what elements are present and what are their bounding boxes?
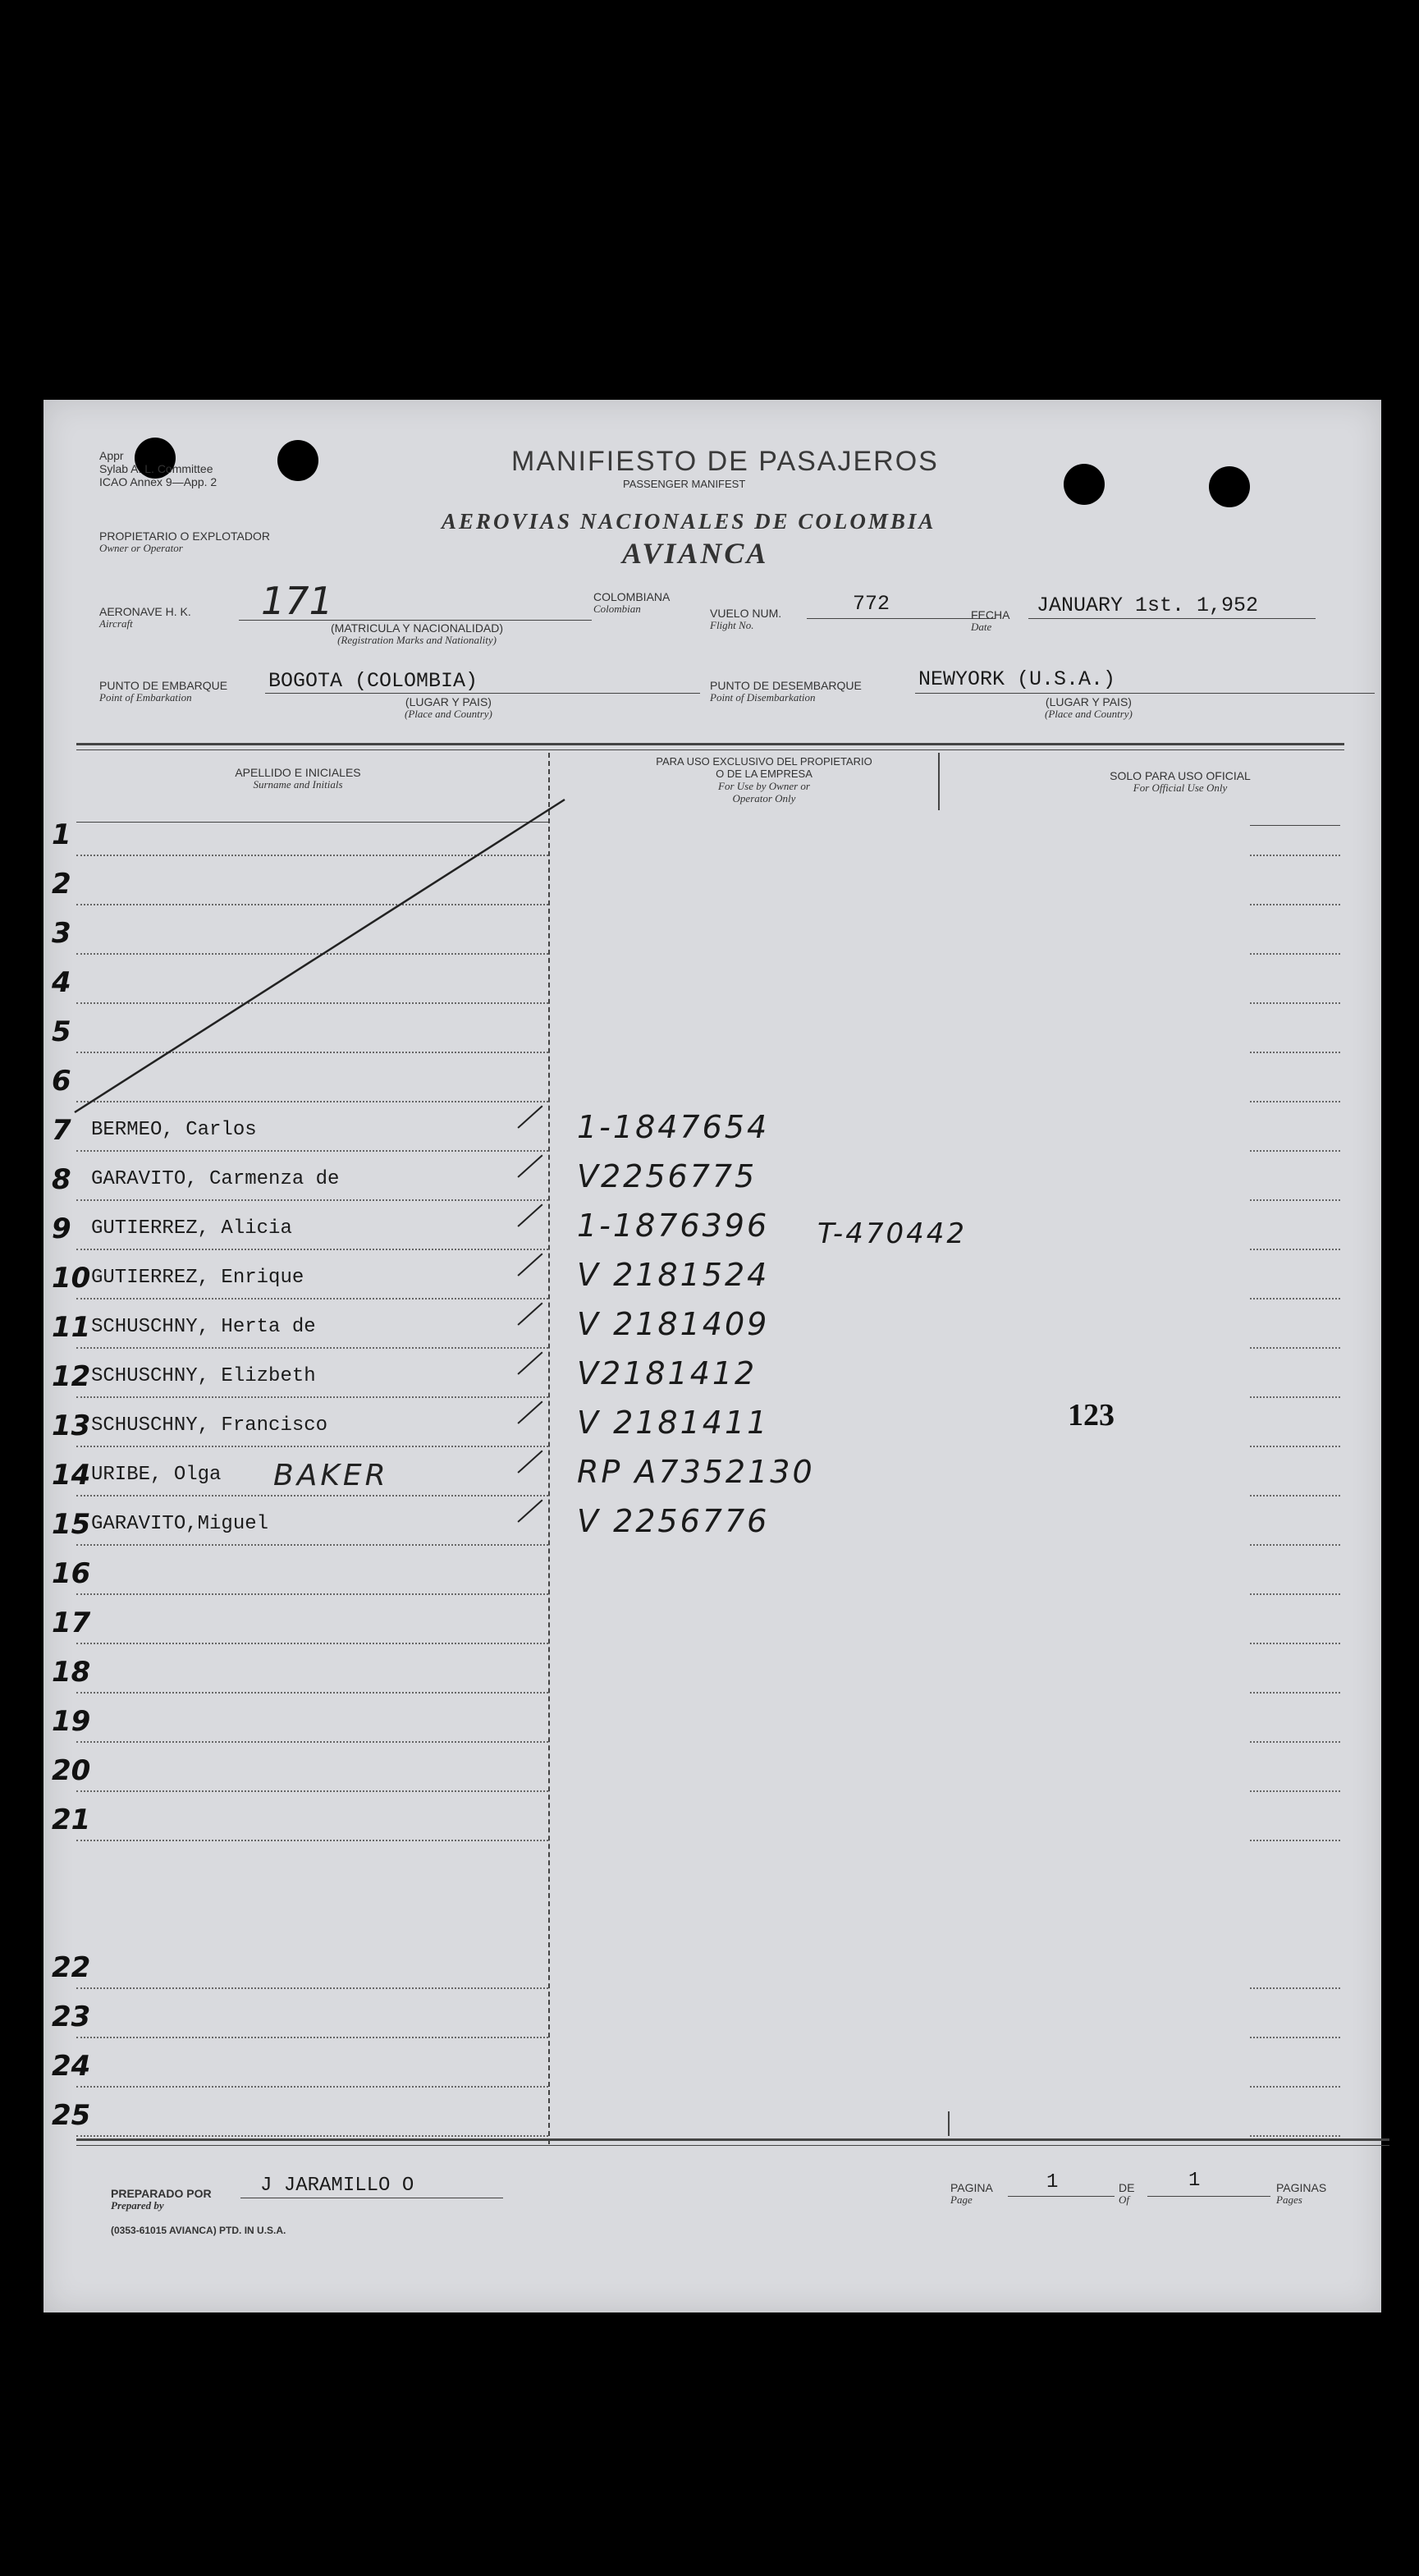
passport-number: 1-1847654 bbox=[577, 1109, 770, 1145]
passport-number: V 2181409 bbox=[577, 1306, 770, 1342]
row-number: 3 bbox=[52, 917, 71, 950]
row-number: 2 bbox=[52, 868, 71, 901]
row-number: 19 bbox=[52, 1705, 91, 1738]
owner-label: PROPIETARIO O EXPLOTADOR Owner or Operator bbox=[99, 529, 270, 555]
handwritten-surname: BAKER bbox=[273, 1459, 389, 1492]
passport-number: V 2256776 bbox=[577, 1503, 770, 1539]
column-header-names: APELLIDO E INICIALES Surname and Initials bbox=[235, 766, 361, 791]
passport-number: V2256775 bbox=[577, 1158, 758, 1194]
aircraft-label: AERONAVE H. K. Aircraft bbox=[99, 605, 191, 630]
date-label: FECHA Date bbox=[971, 608, 1010, 634]
stamp-number: 123 bbox=[1068, 1398, 1115, 1432]
row-number: 22 bbox=[52, 1951, 91, 1984]
passenger-name: SCHUSCHNY, Elizbeth bbox=[91, 1365, 316, 1387]
registration-label: (MATRICULA Y NACIONALIDAD) (Registration Marks and Nationality) bbox=[331, 621, 504, 647]
total-pages: 1 bbox=[1188, 2170, 1201, 2192]
row-number: 17 bbox=[52, 1607, 91, 1639]
prepared-by-label: PREPARADO POR Prepared by bbox=[111, 2187, 212, 2212]
passport-number: V2181412 bbox=[577, 1355, 758, 1391]
row-number: 6 bbox=[52, 1065, 71, 1098]
print-code: (0353-61015 AVIANCA) PTD. IN U.S.A. bbox=[111, 2225, 286, 2236]
row-number: 20 bbox=[52, 1754, 91, 1787]
passport-number: 1-1876396 bbox=[577, 1208, 770, 1244]
strikeout-line bbox=[43, 400, 1381, 2312]
embark-sublabel: (LUGAR Y PAIS) (Place and Country) bbox=[405, 695, 492, 721]
nationality-label: COLOMBIANA Colombian bbox=[593, 590, 671, 616]
passenger-name: GUTIERREZ, Enrique bbox=[91, 1267, 304, 1289]
row-number: 23 bbox=[52, 2001, 91, 2033]
disembark-sublabel: (LUGAR Y PAIS) (Place and Country) bbox=[1045, 695, 1133, 721]
pages-label: PAGINAS Pages bbox=[1276, 2181, 1327, 2207]
row-number: 24 bbox=[52, 2050, 91, 2083]
disembark-value: NEWYORK (U.S.A.) bbox=[918, 667, 1116, 691]
flight-label: VUELO NUM. Flight No. bbox=[710, 607, 782, 632]
embark-value: BOGOTA (COLOMBIA) bbox=[268, 669, 478, 693]
passport-number: V 2181524 bbox=[577, 1257, 770, 1293]
row-number: 13 bbox=[52, 1409, 91, 1442]
row-number: 8 bbox=[52, 1163, 71, 1196]
approval-note: Appr Sylab A. L. Committee ICAO Annex 9—App. 2 bbox=[99, 449, 217, 489]
extra-ticket-number: T-470442 bbox=[817, 1217, 967, 1250]
passenger-name: SCHUSCHNY, Herta de bbox=[91, 1316, 316, 1338]
row-number: 9 bbox=[52, 1212, 71, 1245]
company-logo-text: AVIANCA bbox=[622, 537, 769, 570]
of-label: DE Of bbox=[1119, 2181, 1135, 2207]
page-number: 1 bbox=[1046, 2171, 1059, 2193]
company-name: AEROVIAS NACIONALES DE COLOMBIA bbox=[442, 509, 936, 534]
row-number: 11 bbox=[52, 1311, 91, 1344]
page-title: MANIFIESTO DE PASAJEROS bbox=[511, 446, 939, 477]
passenger-name: SCHUSCHNY, Francisco bbox=[91, 1414, 328, 1437]
disembark-label: PUNTO DE DESEMBARQUE Point of Disembarkation bbox=[710, 679, 862, 704]
row-number: 10 bbox=[52, 1262, 91, 1295]
row-number: 16 bbox=[52, 1557, 91, 1590]
row-number: 4 bbox=[52, 966, 71, 999]
row-number: 5 bbox=[52, 1015, 71, 1048]
passenger-name: GUTIERREZ, Alicia bbox=[91, 1217, 292, 1240]
row-number: 21 bbox=[52, 1804, 91, 1836]
row-number: 12 bbox=[52, 1360, 91, 1393]
column-header-official: SOLO PARA USO OFICIAL For Official Use Only bbox=[1110, 769, 1251, 795]
flight-date: JANUARY 1st. 1,952 bbox=[1037, 594, 1259, 617]
page-subtitle: PASSENGER MANIFEST bbox=[623, 478, 746, 490]
passenger-name: BERMEO, Carlos bbox=[91, 1119, 257, 1141]
passenger-name: GARAVITO,Miguel bbox=[91, 1513, 269, 1535]
row-number: 15 bbox=[52, 1508, 91, 1541]
flight-number: 772 bbox=[853, 592, 890, 616]
passenger-name: GARAVITO, Carmenza de bbox=[91, 1168, 340, 1190]
passenger-name: URIBE, Olga bbox=[91, 1464, 222, 1486]
manifest-sheet bbox=[43, 400, 1381, 2312]
row-number: 7 bbox=[52, 1114, 71, 1147]
row-number: 25 bbox=[52, 2099, 91, 2132]
column-header-owner-use: PARA USO EXCLUSIVO DEL PROPIETARIO O DE LA EMPRESA For Use by Owner or Operator Only bbox=[656, 755, 872, 804]
row-number: 18 bbox=[52, 1656, 91, 1689]
passport-number: RP A7352130 bbox=[577, 1454, 815, 1490]
aircraft-value: 171 bbox=[261, 579, 333, 623]
row-number: 14 bbox=[52, 1459, 91, 1492]
row-number: 1 bbox=[52, 818, 71, 851]
page-label: PAGINA Page bbox=[950, 2181, 993, 2207]
prepared-by-value: J JARAMILLO O bbox=[260, 2175, 414, 2197]
passport-number: V 2181411 bbox=[577, 1405, 770, 1441]
embark-label: PUNTO DE EMBARQUE Point of Embarkation bbox=[99, 679, 228, 704]
